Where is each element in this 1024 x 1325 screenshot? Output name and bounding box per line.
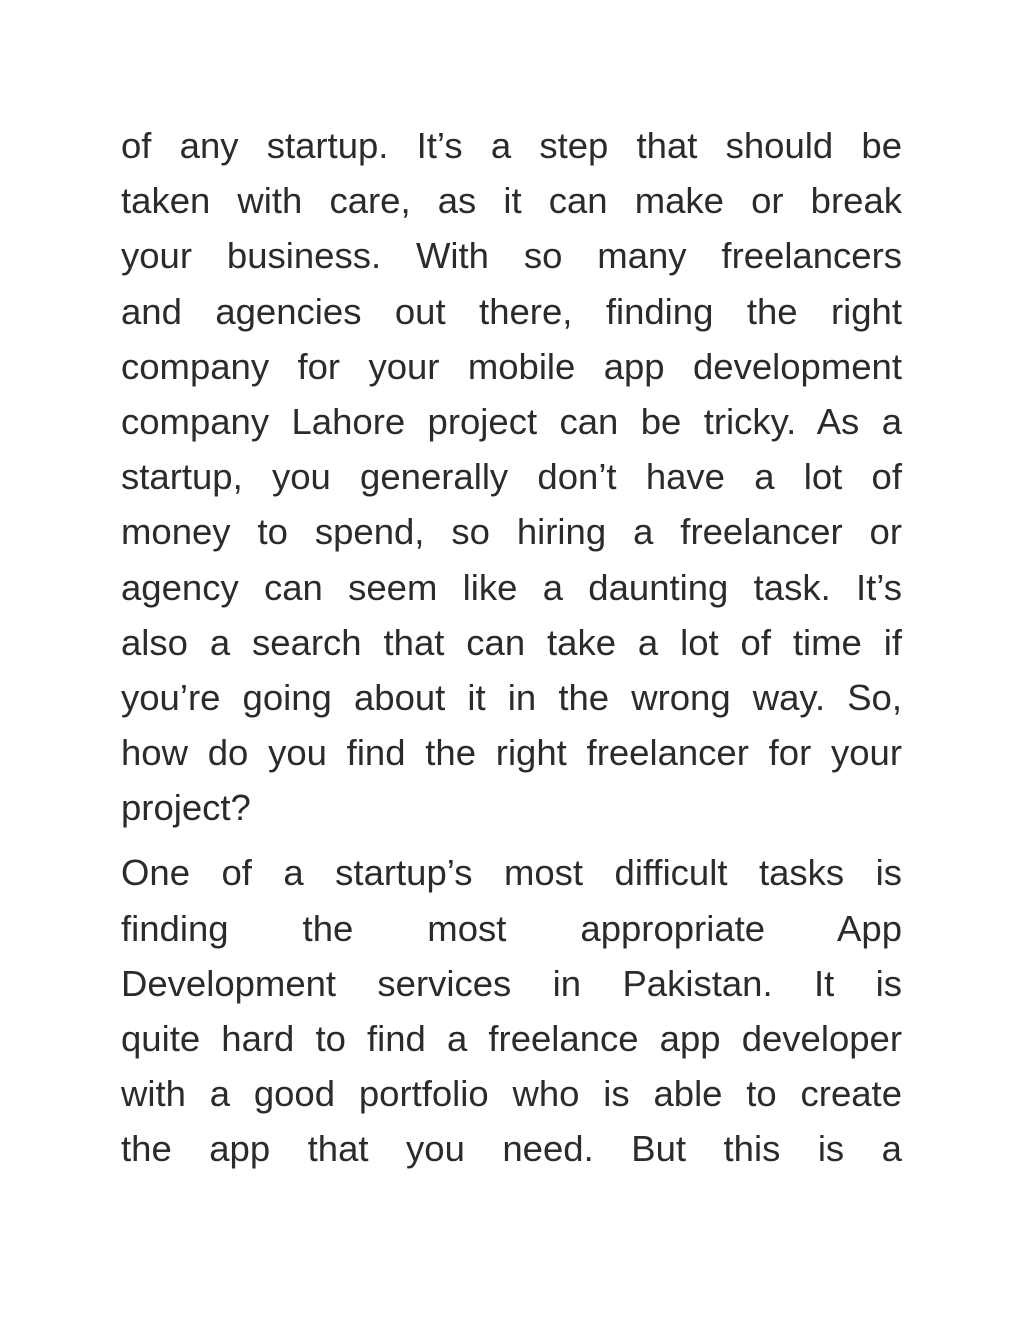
text-line: startup, you generally don’t have a lot of [121, 456, 902, 498]
text-line: the app that you need. But this is a [121, 1128, 902, 1170]
text-line: company for your mobile app development [121, 345, 902, 387]
text-line: project? [121, 787, 251, 829]
text-line: with a good portfolio who is able to create [121, 1073, 902, 1115]
paragraph [121, 118, 902, 835]
paragraph [121, 845, 902, 1176]
text-line: quite hard to find a freelance app developer [121, 1018, 902, 1059]
text-line: your business. With so many freelancers [121, 235, 902, 277]
document-page [121, 118, 902, 1177]
text-line: taken with care, as it can make or break [121, 180, 902, 222]
text-line: company Lahore project can be tricky. As a [121, 400, 902, 442]
text-line: how do you find the right freelancer for your [121, 732, 902, 774]
text-line: Development services in Pakistan. It is [121, 962, 902, 1004]
text-line: and agencies out there, finding the right [121, 290, 902, 332]
text-line: also a search that can take a lot of time if [121, 621, 902, 663]
text-line: One of a startup’s most difficult tasks is [121, 852, 902, 894]
text-line: money to spend, so hiring a freelancer or [121, 511, 902, 553]
text-line: agency can seem like a daunting task. It’s [121, 566, 902, 608]
text-line: you’re going about it in the wrong way. So, [121, 676, 902, 718]
text-line: finding the most appropriate App [121, 907, 902, 949]
text-line: of any startup. It’s a step that should be [121, 125, 902, 166]
